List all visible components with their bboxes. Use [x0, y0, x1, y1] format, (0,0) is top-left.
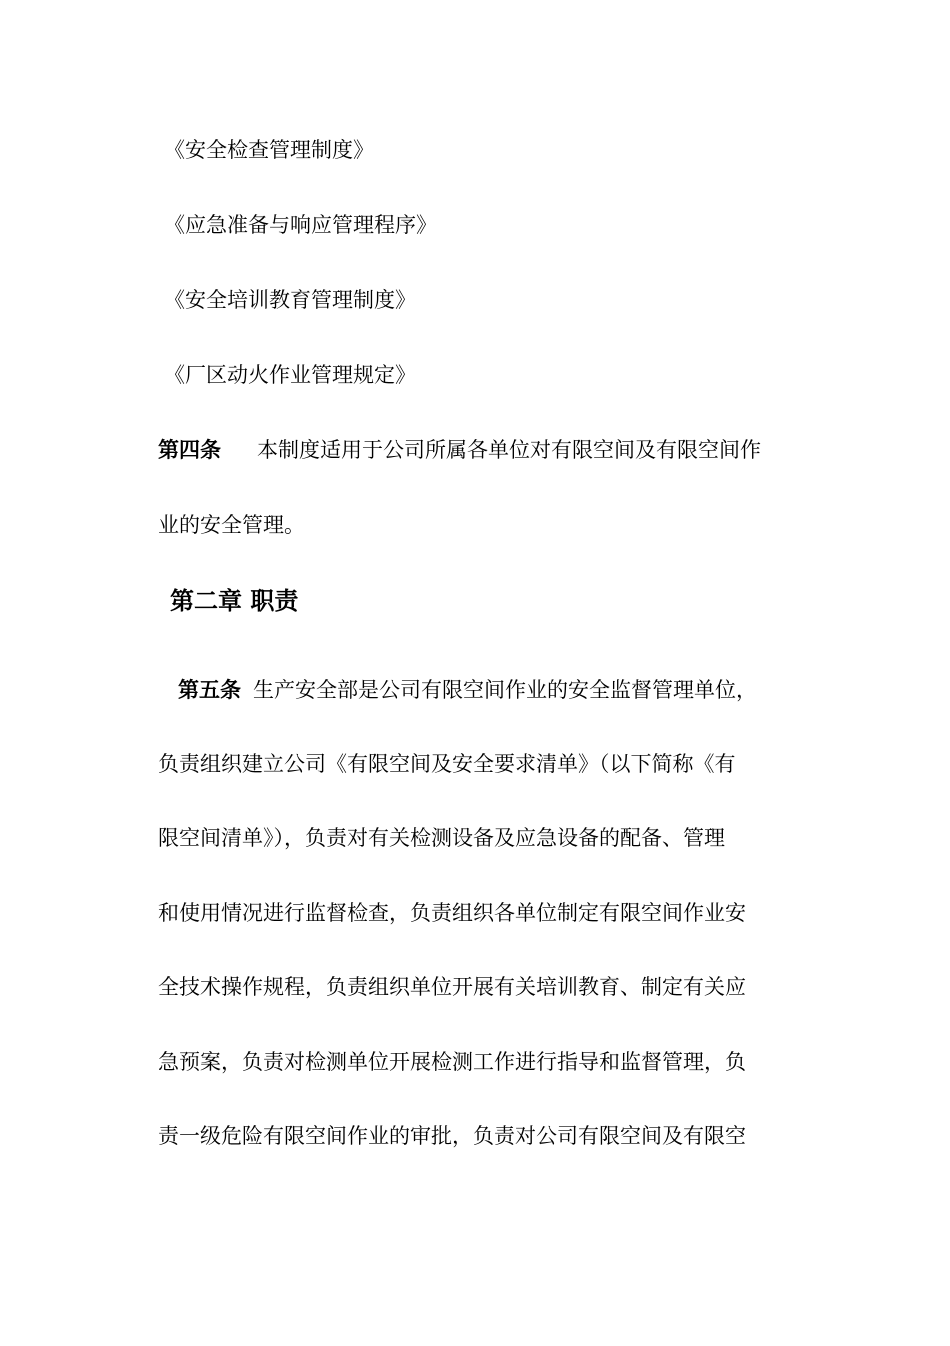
article-5-text-line-1: 生产安全部是公司有限空间作业的安全监督管理单位，: [253, 678, 757, 702]
article-5-text-line-7: 责一级危险有限空间作业的审批，负责对公司有限空间及有限空: [158, 1124, 746, 1148]
article-5-text-line-4: 和使用情况进行监督检查，负责组织各单位制定有限空间作业安: [158, 901, 746, 925]
reference-safety-training: 《安全培训教育管理制度》: [164, 288, 416, 312]
article-4-label: 第四条: [158, 438, 221, 462]
reference-safety-inspection: 《安全检查管理制度》: [164, 138, 374, 162]
reference-emergency-response: 《应急准备与响应管理程序》: [164, 213, 437, 237]
article-5-text-line-5: 全技术操作规程，负责组织单位开展有关培训教育、制定有关应: [158, 975, 746, 999]
reference-hot-work: 《厂区动火作业管理规定》: [164, 363, 416, 387]
article-5-text-line-2: 负责组织建立公司《有限空间及安全要求清单》（以下简称《有: [158, 752, 736, 776]
article-5-text-line-6: 急预案，负责对检测单位开展检测工作进行指导和监督管理，负: [158, 1050, 746, 1074]
article-4-text-line-1: 本制度适用于公司所属各单位对有限空间及有限空间作: [257, 438, 761, 462]
article-4-text-line-2: 业的安全管理。: [158, 513, 305, 537]
article-5-text-line-3: 限空间清单》），负责对有关检测设备及应急设备的配备、管理: [158, 826, 725, 850]
chapter-2-heading: 第二章 职责: [170, 587, 299, 615]
article-5-first-line: [178, 676, 757, 704]
article-5-label: 第五条: [178, 678, 241, 702]
article-4-first-line: [158, 436, 761, 464]
